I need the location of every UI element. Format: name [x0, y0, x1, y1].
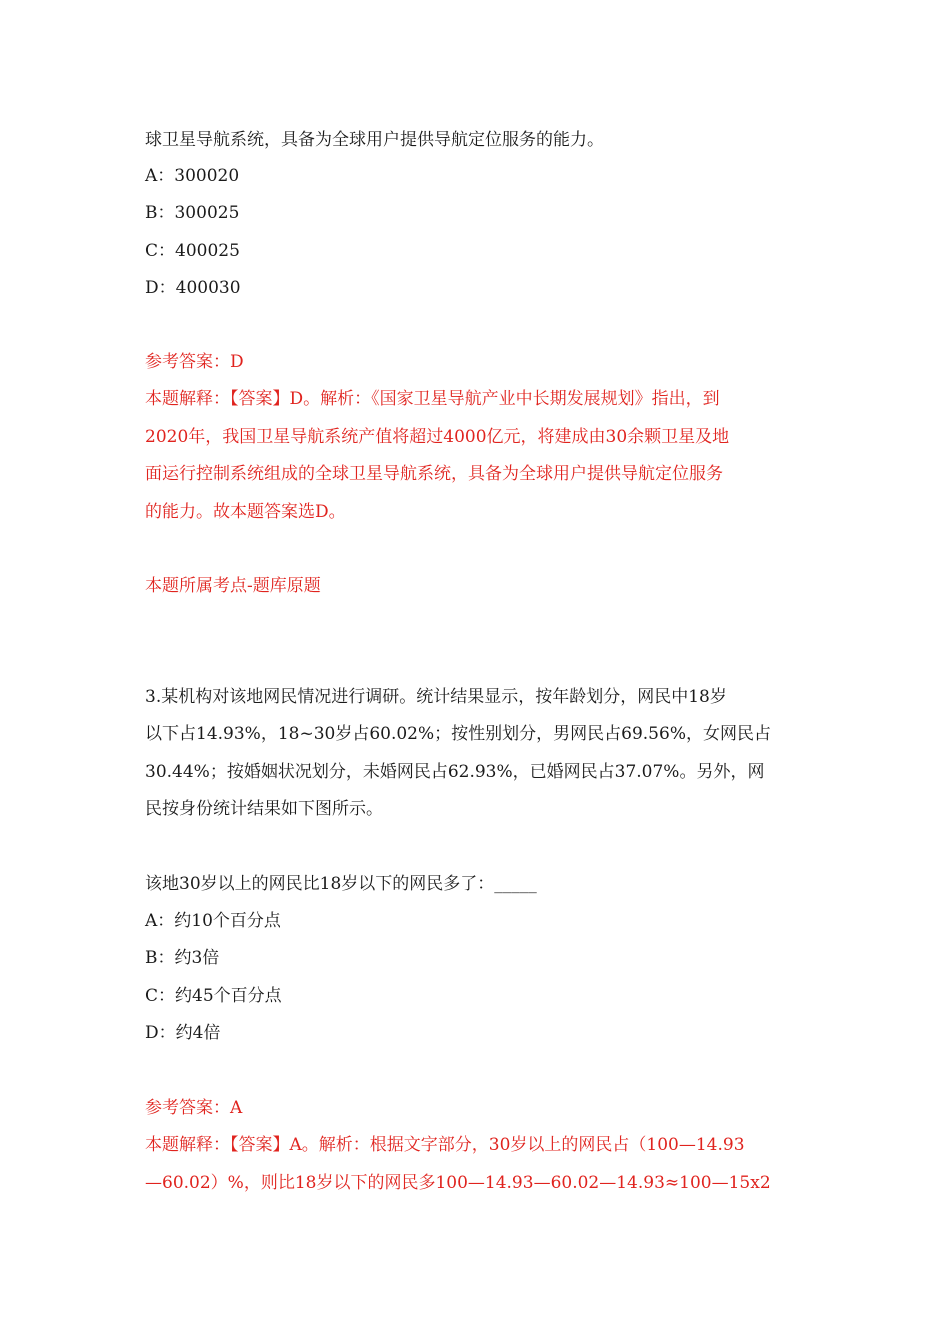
q2-stem-end: 球卫星导航系统，具备为全球用户提供导航定位服务的能力。 — [145, 130, 604, 150]
q2-explanation-line-2: 2020年，我国卫星导航系统产值将超过4000亿元，将建成由30余颗卫星及地 — [145, 427, 730, 447]
q3-option-b: B：约3倍 — [145, 948, 220, 968]
q3-explanation-line-2: —60.02）%，则比18岁以下的网民多100—14.93—60.02—14.93≈100—15x2 — [145, 1173, 771, 1193]
q3-option-c: C：约45个百分点 — [145, 986, 282, 1006]
q2-explanation-line-4: 的能力。故本题答案选D。 — [145, 502, 346, 522]
q3-stem-line-3: 30.44%；按婚姻状况划分，未婚网民占62.93%，已婚网民占37.07%。另外，网 — [145, 762, 765, 782]
q2-answer: 参考答案：D — [145, 352, 244, 372]
q3-option-a: A：约10个百分点 — [145, 911, 281, 931]
q3-stem-line-1: 3.某机构对该地网民情况进行调研。统计结果显示，按年龄划分，网民中18岁 — [145, 687, 727, 707]
q2-explanation-line-3: 面运行控制系统组成的全球卫星导航系统，具备为全球用户提供导航定位服务 — [145, 464, 723, 484]
q2-explanation-line-1: 本题解释：【答案】D。解析：《国家卫星导航产业中长期发展规划》指出，到 — [145, 389, 720, 409]
q2-option-c: C：400025 — [145, 241, 240, 261]
q3-answer: 参考答案：A — [145, 1098, 243, 1118]
q3-stem-line-2: 以下占14.93%，18~30岁占60.02%；按性别划分，男网民占69.56%，女网民占 — [145, 724, 771, 744]
q3-option-d: D：约4倍 — [145, 1023, 221, 1043]
q3-question: 该地30岁以上的网民比18岁以下的网民多了：_____ — [145, 874, 537, 894]
q3-explanation-line-1: 本题解释：【答案】A。解析：根据文字部分，30岁以上的网民占（100—14.93 — [145, 1135, 745, 1155]
q2-option-b: B：300025 — [145, 203, 240, 223]
q3-stem-line-4: 民按身份统计结果如下图所示。 — [145, 799, 383, 819]
q2-topic: 本题所属考点-题库原题 — [145, 576, 321, 596]
q2-option-a: A：300020 — [145, 166, 240, 186]
q2-option-d: D：400030 — [145, 278, 241, 298]
